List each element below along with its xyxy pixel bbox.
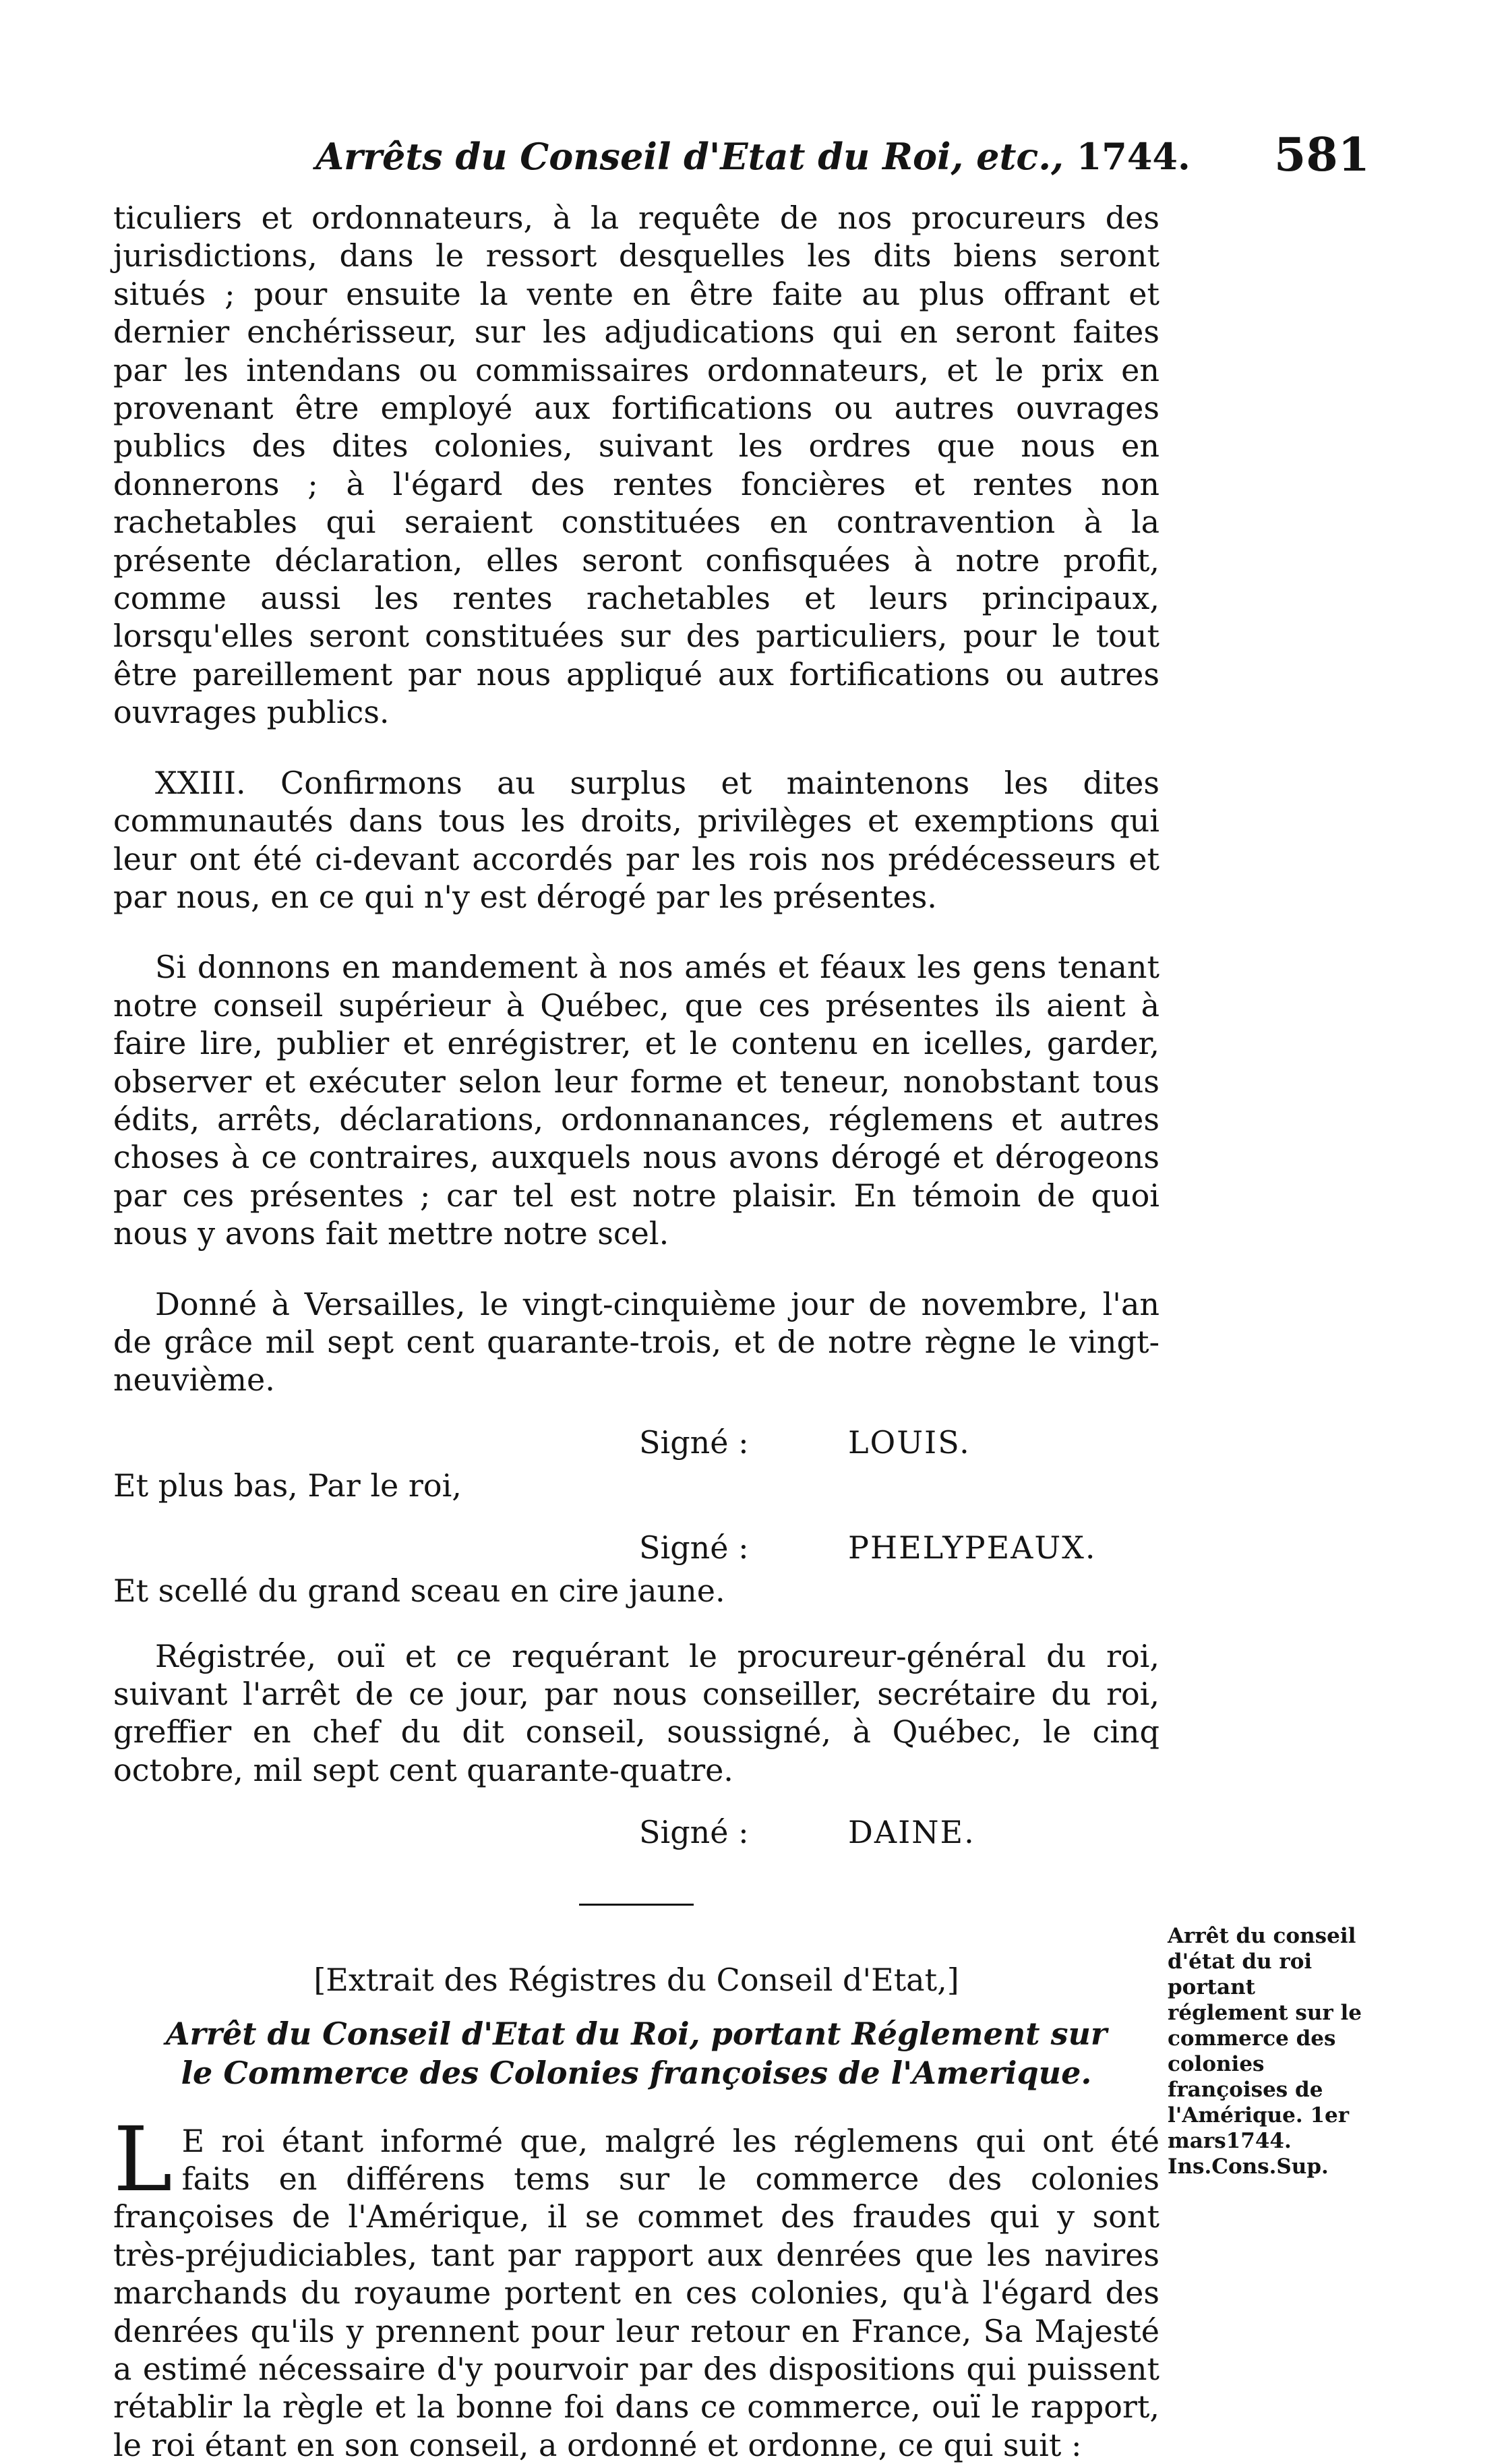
signature-louis [113,1424,1159,1467]
paragraph-arret [113,2107,1159,2464]
signature-label: Signé : [639,1814,749,1851]
signature-name-phelypeaux: PHELYPEAUX. [848,1529,1097,1566]
paragraph-arret-text: E roi étant informé que, malgré les réglemens qui ont été faits en différens tems sur le commerce des colonies françoises de l'Amérique, il se commet des fraudes qui y sont très-préjudiciables, tant par rapport aux denrées que les navires marchands du royaume portent en ces colonies, qu'à l'égard des denrées qu'ils y prennent pour leur retour en France, Sa Majesté a estimé nécessaire d'y pourvoir par des dispositions qui puissent rétablir la règle et la bonne foi dans ce commerce, ouï le rapport, le roi étant en son conseil, a ordonné et ordonne, ce qui suit : [113,2122,1159,2463]
signature-label: Signé : [639,1424,749,1461]
signature-phelypeaux [113,1529,1159,1572]
signature-name-daine: DAINE. [848,1814,975,1851]
signature-daine [113,1813,1159,1856]
paragraph-mandement: Si donnons en mandement à nos amés et féaux les gens tenant notre conseil supérieur à Québec, que ces présentes ils aient à faire lire, publier et enrégistrer, et le contenu en icelles, garder, observer et exécuter selon leur forme et teneur, nonobstant tous édits, arrêts, déclarations, ordonnanances, réglemens et autres choses à ce contraires, auxquels nous avons dérogé et dérogeons par ces présentes ; car tel est notre plaisir. En témoin de quoi nous y avons fait mettre notre scel. [113,949,1159,1252]
paragraph-continued: ticuliers et ordonnateurs, à la requête de nos procureurs des jurisdictions, dans le ressort desquelles les dits biens seront situés ; pour ensuite la vente en être faite au plus offrant et dernier enchérisseur, sur les adjudications qui en seront faites par les intendans ou commissaires ordonnateurs, et le prix en provenant être employé aux fortifications ou autres ouvrages publics des dites colonies, suivant les ordres que nous en donnerons ; à l'égard des rentes foncières et rentes non rachetables qui seraient constituées en contravention à la présente déclaration, elles seront confisquées à notre profit, comme aussi les rentes rachetables et leurs principaux, lorsqu'elles seront constituées sur des particuliers, pour le tout être pareillement par nous appliqué aux fortifications ou autres ouvrages publics. [113,200,1159,731]
extract-heading: [Extrait des Régistres du Conseil d'Etat,] [313,1962,959,1999]
section-rule [579,1904,694,1906]
signature-label: Signé : [639,1529,749,1566]
et-plus-bas-line: Et plus bas, Par le roi, [113,1467,462,1504]
running-title-text: Arrêts du Conseil d'Etat du Roi, etc., [315,135,1064,178]
paragraph-article-xxiii: XXIII. Confirmons au surplus et maintenons les dites communautés dans tous les droits, privilèges et exemptions qui leur ont été ci-devant accordés par les rois nos prédécesseurs et par nous, en ce qui n'y est dérogé par les présentes. [113,764,1159,915]
arret-title: Arrêt du Conseil d'Etat du Roi, portant Réglement sur le Commerce des Colonies françoises de l'Amerique. [165,2015,1108,2091]
signature-name-louis: LOUIS. [848,1424,971,1461]
paragraph-registree: Régistrée, ouï et ce requérant le procureur-général du roi, suivant l'arrêt de ce jour, par nous conseiller, secrétaire du roi, greffier en chef du dit conseil, soussigné, à Québec, le cinq octobre, mil sept cent quarante-quatre. [113,1637,1159,1788]
drop-cap: L [113,2107,173,2212]
scelle-line: Et scellé du grand sceau en cire jaune. [113,1573,725,1610]
paragraph-donne: Donné à Versailles, le vingt-cinquième jour de novembre, l'an de grâce mil sept cent quarante-trois, et de notre règne le vingt-neuvième. [113,1285,1159,1399]
page-number: 581 [1274,128,1370,182]
margin-note: Arrêt du conseil d'état du roi portant réglement sur le commerce des colonies françoises de l'Amérique. 1er mars1744. Ins.Cons.Sup. [1168,1924,1362,2179]
running-head [0,128,1506,196]
body-text [113,199,1159,2464]
running-title-year: 1744. [1076,135,1191,178]
